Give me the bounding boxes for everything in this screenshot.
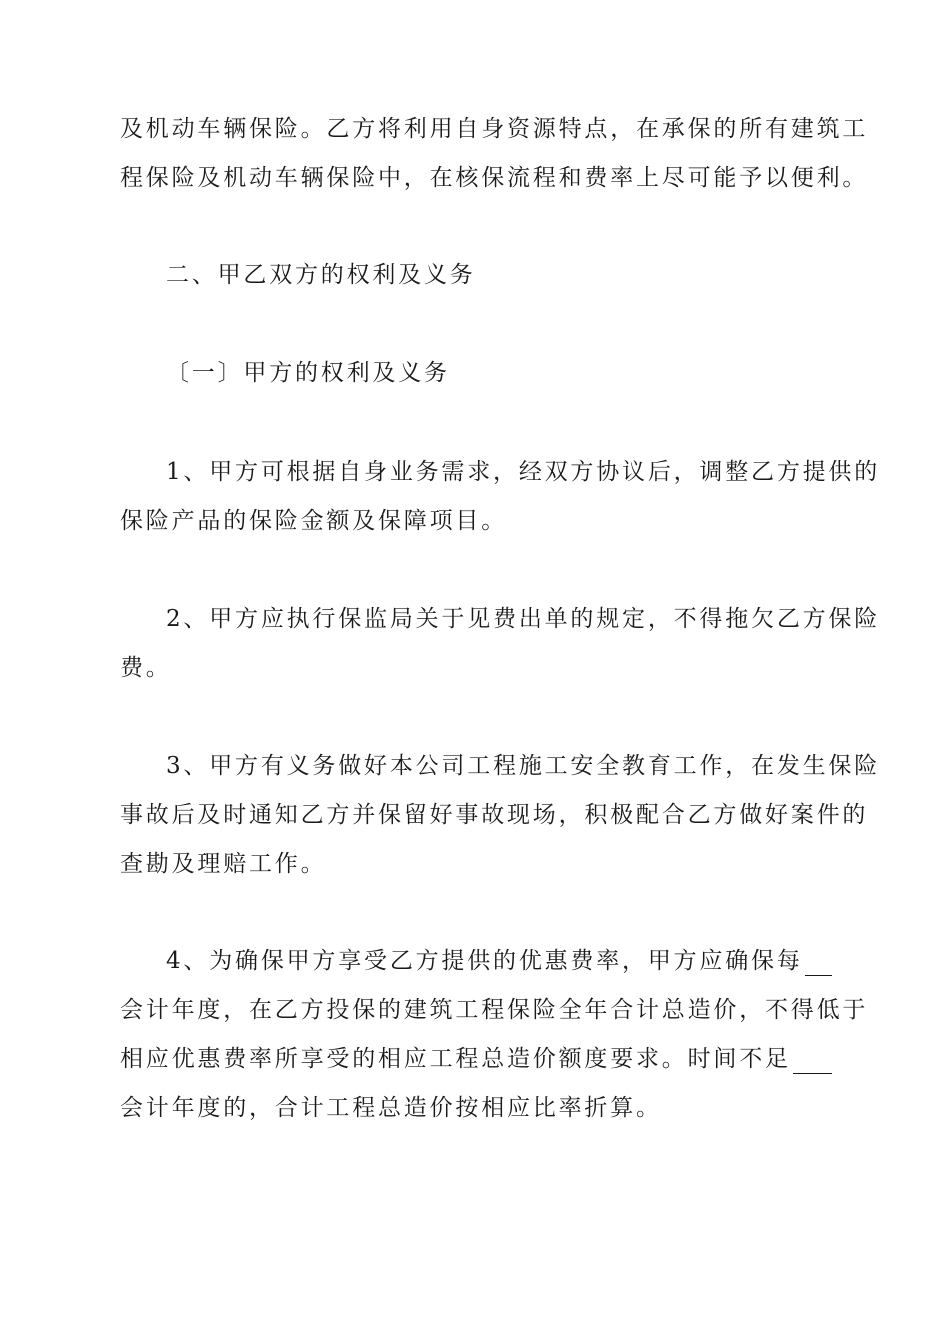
item4-line-2: 会计年度，在乙方投保的建筑工程保险全年合计总造价，不得低于 bbox=[120, 997, 869, 1023]
section-heading: 二、甲乙双方的权利及义务 bbox=[166, 262, 476, 288]
subsection-heading: 〔一〕甲方的权利及义务 bbox=[166, 360, 450, 386]
fill-in-blank bbox=[793, 1051, 832, 1074]
item4-line-1: 4、为确保甲方享受乙方提供的优惠费率，甲方应确保每 bbox=[166, 948, 803, 974]
intro-line-1: 及机动车辆保险。乙方将利用自身资源特点，在承保的所有建筑工 bbox=[120, 116, 869, 142]
item3-line-1: 3、甲方有义务做好本公司工程施工安全教育工作，在发生保险 bbox=[166, 753, 881, 779]
intro-line-2: 程保险及机动车辆保险中，在核保流程和费率上尽可能予以便利。 bbox=[120, 165, 869, 191]
item1-line-2: 保险产品的保险金额及保障项目。 bbox=[120, 508, 507, 534]
item3-line-2: 事故后及时通知乙方并保留好事故现场，积极配合乙方做好案件的 bbox=[120, 802, 869, 828]
fill-in-blank bbox=[805, 953, 832, 976]
item3-line-3: 查勘及理赔工作。 bbox=[120, 851, 327, 877]
item4-line-3-row bbox=[120, 1044, 832, 1074]
item1-line-1: 1、甲方可根据自身业务需求，经双方协议后，调整乙方提供的 bbox=[166, 459, 881, 485]
item4-line-1-row bbox=[166, 946, 832, 976]
item4-line-3: 相应优惠费率所享受的相应工程总造价额度要求。时间不足 bbox=[120, 1046, 791, 1072]
item2-line-2: 费。 bbox=[120, 655, 172, 681]
item4-line-4: 会计年度的，合计工程总造价按相应比率折算。 bbox=[120, 1095, 662, 1121]
item2-line-1: 2、甲方应执行保监局关于见费出单的规定，不得拖欠乙方保险 bbox=[166, 606, 881, 632]
